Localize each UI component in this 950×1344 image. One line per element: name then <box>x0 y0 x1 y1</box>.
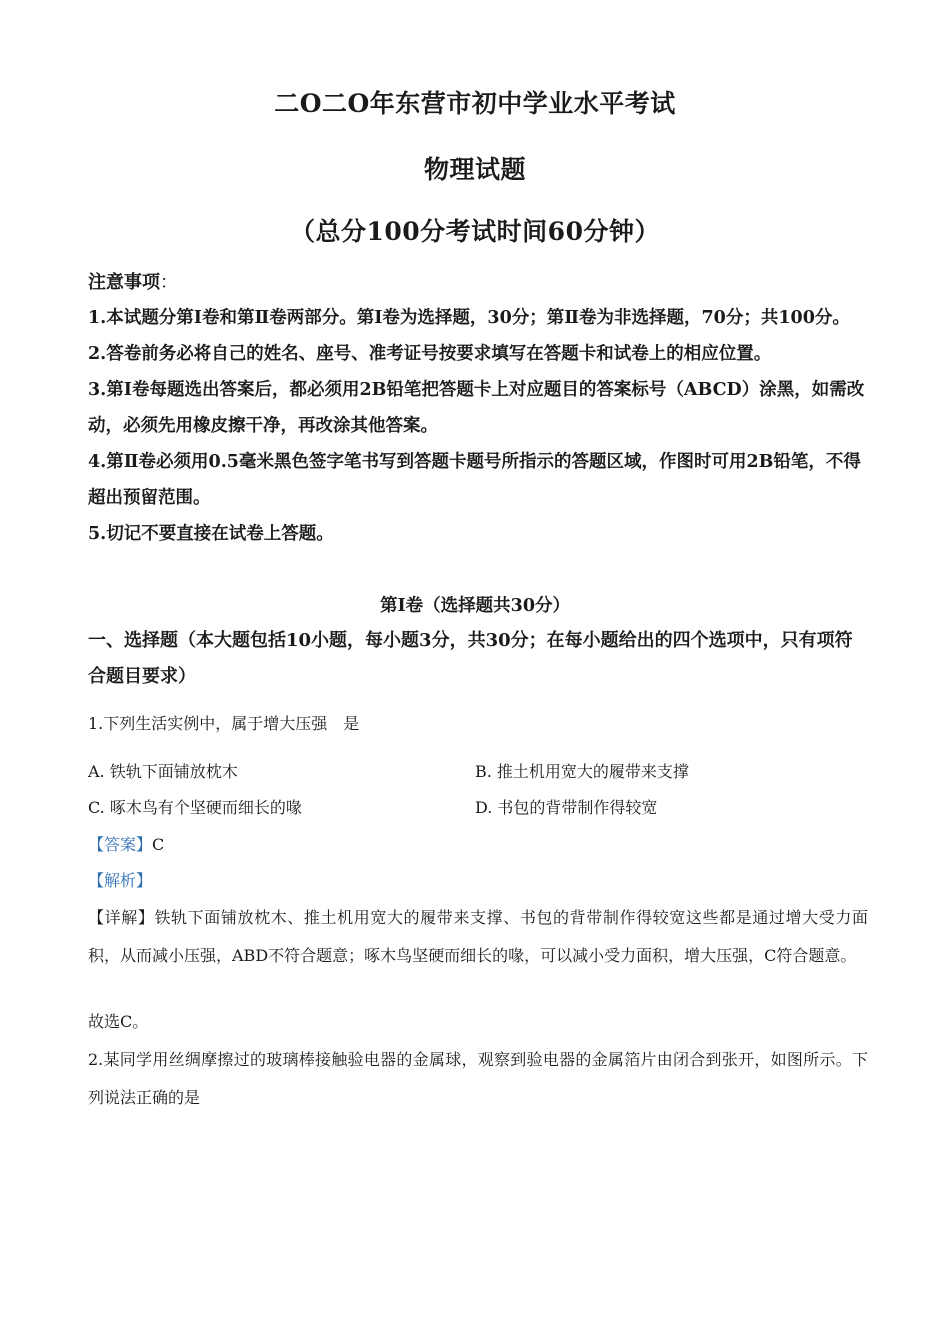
question-1-option-c: C. 啄木鸟有个坚硬而细长的喙 <box>88 798 302 817</box>
subject-title: 物理试题 <box>423 155 526 184</box>
note-item: 4.第Ⅱ卷必须用0.5毫米黑色签字笔书写到答题卡题号所指示的答题区域，作图时可用2B铅笔，不得超出预留范围。 <box>88 452 861 508</box>
analysis-tag: 【解析】 <box>88 871 153 890</box>
section-title: 第Ⅰ卷（选择题共30分） <box>379 596 571 616</box>
notes-heading <box>88 268 178 294</box>
exam-info: （总分100分考试时间60分钟） <box>290 217 660 246</box>
note-item: 2.答卷前务必将自己的姓名、座号、准考证号按要求填写在答题卡和试卷上的相应位置。 <box>88 344 772 364</box>
question-1-detail <box>88 899 868 975</box>
answer-tag: 【答案】 <box>88 835 153 854</box>
section-description: 一、选择题（本大题包括10小题，每小题3分，共30分；在每小题给出的四个选项中，只有项符合题目要求） <box>88 630 853 687</box>
question-1-option-b: B. 推土机用宽大的履带来支撑 <box>475 762 689 781</box>
question-1-answer <box>88 833 164 857</box>
detail-tag: 【详解】 <box>88 908 155 927</box>
question-1-option-d: D. 书包的背带制作得较宽 <box>475 798 658 817</box>
notes-heading-text: 注意事项 <box>88 272 160 293</box>
note-item: 1.本试题分第I卷和第Ⅱ卷两部分。第I卷为选择题，30分；第Ⅱ卷为非选择题，70分；共100分。 <box>88 308 850 328</box>
answer-value: C <box>152 835 165 854</box>
question-2-stem: 2.某同学用丝绸摩擦过的玻璃棒接触验电器的金属球，观察到验电器的金属箔片由闭合到张开，如图所示。下列说法正确的是 <box>88 1050 868 1107</box>
notes-list <box>88 300 868 552</box>
notes-heading-colon: ： <box>160 272 178 293</box>
detail-text: 铁轨下面铺放枕木、推土机用宽大的履带来支撑、书包的背带制作得较宽这些都是通过增大受力面积，从而减小压强，ABD不符合题意；啄木鸟坚硬而细长的喙，可以减小受力面积，增大压强，C符合题意。 <box>88 908 868 965</box>
note-item: 5.切记不要直接在试卷上答题。 <box>88 524 334 544</box>
note-item: 3.第Ⅰ卷每题选出答案后，都必须用2B铅笔把答题卡上对应题目的答案标号（ABCD）涂黑，如需改动，必须先用橡皮擦干净，再改涂其他答案。 <box>88 380 865 436</box>
question-1-conclusion: 故选C。 <box>88 1012 149 1031</box>
exam-title: 二O二O年东营市初中学业水平考试 <box>274 89 676 118</box>
question-1-stem: 1.下列生活实例中，属于增大压强 是 <box>88 714 360 733</box>
question-1-option-a: A. 铁轨下面铺放枕木 <box>88 762 238 781</box>
